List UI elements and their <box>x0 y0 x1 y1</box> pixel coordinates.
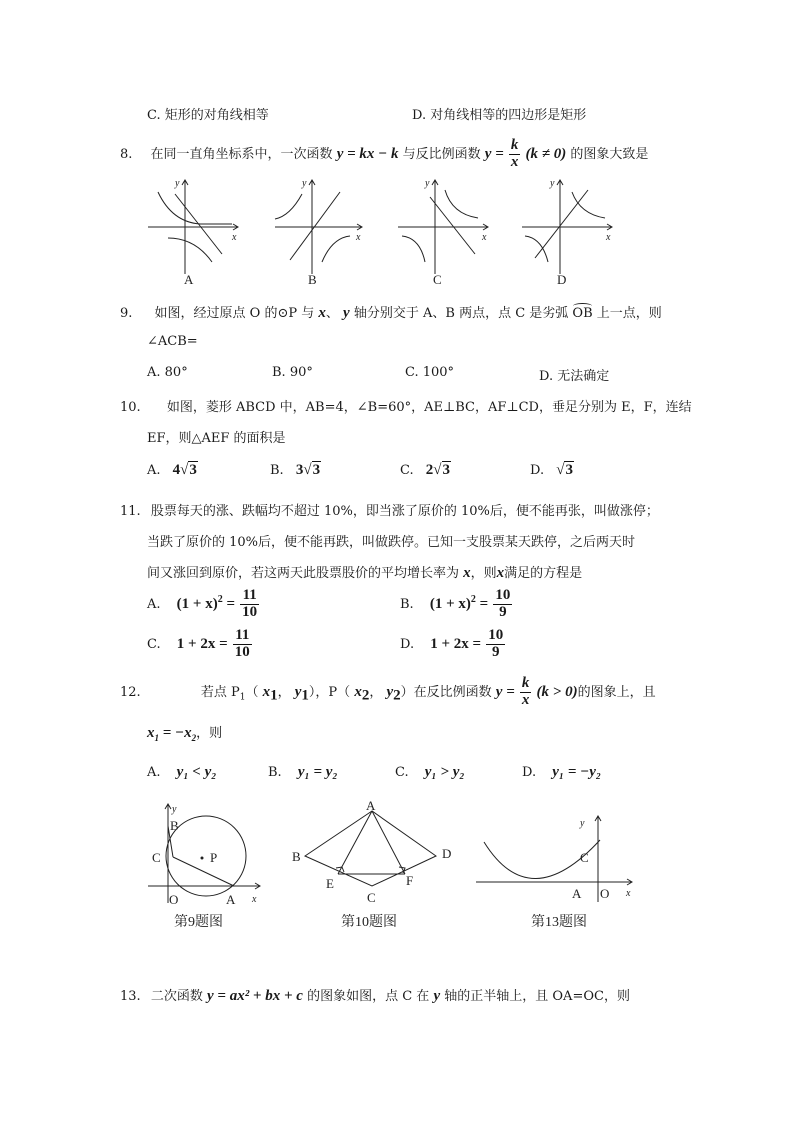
q8-text-a: 在同一直角坐标系中，一次函数 <box>150 146 333 162</box>
svg-text:C: C <box>152 850 161 865</box>
svg-text:P: P <box>210 850 218 865</box>
q9-option-c: C. 100° <box>405 365 455 380</box>
q11-option-c: C. 1 + 2x = $\frac{11}{10}$ <box>147 627 250 660</box>
q8-fraction: $\frac{k}{x}$ <box>510 137 519 170</box>
q8-label-b: B <box>308 272 317 287</box>
svg-text:y: y <box>172 804 177 815</box>
q8-graph-c <box>398 180 488 274</box>
q7-option-d: D. 对角线相等的四边形是矩形 <box>412 108 587 123</box>
q9-option-a: A. 80° <box>147 365 188 380</box>
fig13-caption: 第13题图 <box>531 915 587 930</box>
q12-option-c: C. y₁ > y₂ <box>395 764 465 780</box>
q8-graph-b <box>275 180 362 274</box>
q10-stem-line1: 10. 如图，菱形 ABCD 中，AB=4，∠B=60°，AE⊥BC，AF⊥CD，垂足分别为 E，F，连结 <box>120 400 692 415</box>
q8-graph-a <box>148 180 238 274</box>
q12-number: 12. <box>120 684 141 700</box>
q10-option-a: A. 4√3 <box>147 462 197 478</box>
q7-option-c: C. 矩形的对角线相等 <box>147 108 269 123</box>
q12-stem-line1: 12. 若点 $P_1$（ $x_1$， $y_1$），P（ $x_2$， $y_2$）在反比例函数 y = $\frac{k}{x}$ (k > 0)的图象上，且 <box>120 675 656 708</box>
q9-stem-line2: ∠ACB= <box>147 334 198 349</box>
q8-stem <box>120 138 648 171</box>
q10-option-d: D. √3 <box>530 462 573 478</box>
svg-text:x: x <box>232 232 237 243</box>
q11-option-d: D. 1 + 2x = $\frac{10}{9}$ <box>400 627 504 660</box>
q11-stem-line3: 间又涨回到原价，若这两天此股票股价的平均增长率为 x，则x满足的方程是 <box>147 565 583 581</box>
svg-text:x: x <box>252 894 257 905</box>
svg-text:x: x <box>626 888 631 899</box>
fig10-caption: 第10题图 <box>341 915 397 930</box>
q8-label-d: D <box>557 272 567 287</box>
q8-label-a: A <box>184 272 194 287</box>
q9-option-d: D. 无法确定 <box>539 369 610 384</box>
svg-text:A: A <box>366 798 376 813</box>
svg-text:x: x <box>606 232 611 243</box>
q11-number: 11. <box>120 504 141 519</box>
q10-stem-line2: EF，则△AEF 的面积是 <box>147 431 286 446</box>
q9-stem-line1: 9. 如图，经过原点 O 的⊙P 与 x、 y 轴分别交于 A、B 两点，点 C 是劣弧 OB 上一点，则 <box>120 305 662 321</box>
svg-text:F: F <box>406 873 414 888</box>
q13-stem: 13. 二次函数 y = ax² + bx + c 的图象如图，点 C 在 y 轴的正半轴上，且 OA=OC，则 <box>120 988 630 1004</box>
svg-text:A: A <box>226 892 236 907</box>
fig9-caption: 第9题图 <box>174 915 223 930</box>
q8-number: 8. <box>120 146 133 162</box>
svg-text:A: A <box>572 886 582 901</box>
q8-condition: (k ≠ 0) <box>525 145 567 162</box>
q10-number: 10. <box>120 400 141 415</box>
q11-stem-line1: 11. 股票每天的涨、跌幅均不超过 10%，即当涨了原价的 10%后，便不能再张，叫做涨停； <box>120 504 659 519</box>
q11-option-b: B. $(1 + x)^2$ = $\frac{10}{9}$ <box>400 587 511 620</box>
q12-option-a: A. y₁ < y₂ <box>147 764 217 780</box>
svg-text:y: y <box>425 178 430 189</box>
q12-stem-line2: $x_1 = -x_2$，则 <box>147 725 223 743</box>
svg-text:E: E <box>326 876 334 891</box>
svg-text:y: y <box>580 818 585 829</box>
q11-stem-line2: 当跌了原价的 10%后，便不能再跌，叫做跌停。已知一支股票某天跌停，之后两天时 <box>147 535 636 550</box>
q8-label-c: C <box>433 272 442 287</box>
svg-text:C: C <box>367 890 376 905</box>
svg-text:x: x <box>356 232 361 243</box>
q9-number: 9. <box>120 306 133 321</box>
q8-text-c: 的图象大致是 <box>570 146 649 162</box>
q9-option-b: B. 90° <box>272 365 313 380</box>
svg-text:O: O <box>169 892 179 907</box>
q12-option-d: D. y₁ = −y₂ <box>522 764 602 780</box>
q8-formula-inverse-lhs: y = <box>484 145 504 162</box>
q8-graphs <box>140 172 660 292</box>
q11-option-a: A. $(1 + x)^2$ = $\frac{11}{10}$ <box>147 587 258 620</box>
svg-text:C: C <box>580 850 589 865</box>
q10-option-c: C. 2√3 <box>400 462 450 478</box>
q10-option-b: B. 3√3 <box>270 462 321 478</box>
q8-text-b: 与反比例函数 <box>402 146 481 162</box>
svg-text:x: x <box>482 232 487 243</box>
svg-text:B: B <box>292 849 301 864</box>
figure-10 <box>305 811 436 886</box>
svg-text:y: y <box>550 178 555 189</box>
svg-text:O: O <box>600 886 610 901</box>
figure-9 <box>148 804 260 903</box>
q12-option-b: B. y₁ = y₂ <box>268 764 338 780</box>
q8-formula-linear: y = kx − k <box>336 145 399 162</box>
svg-text:B: B <box>170 818 179 833</box>
q9-arc-ob: OB <box>572 306 592 321</box>
svg-text:y: y <box>175 178 180 189</box>
q13-number: 13. <box>120 989 141 1004</box>
svg-text:y: y <box>302 178 307 189</box>
figures-row <box>140 798 640 938</box>
q8-graph-d <box>522 180 612 274</box>
svg-text:D: D <box>442 846 452 861</box>
